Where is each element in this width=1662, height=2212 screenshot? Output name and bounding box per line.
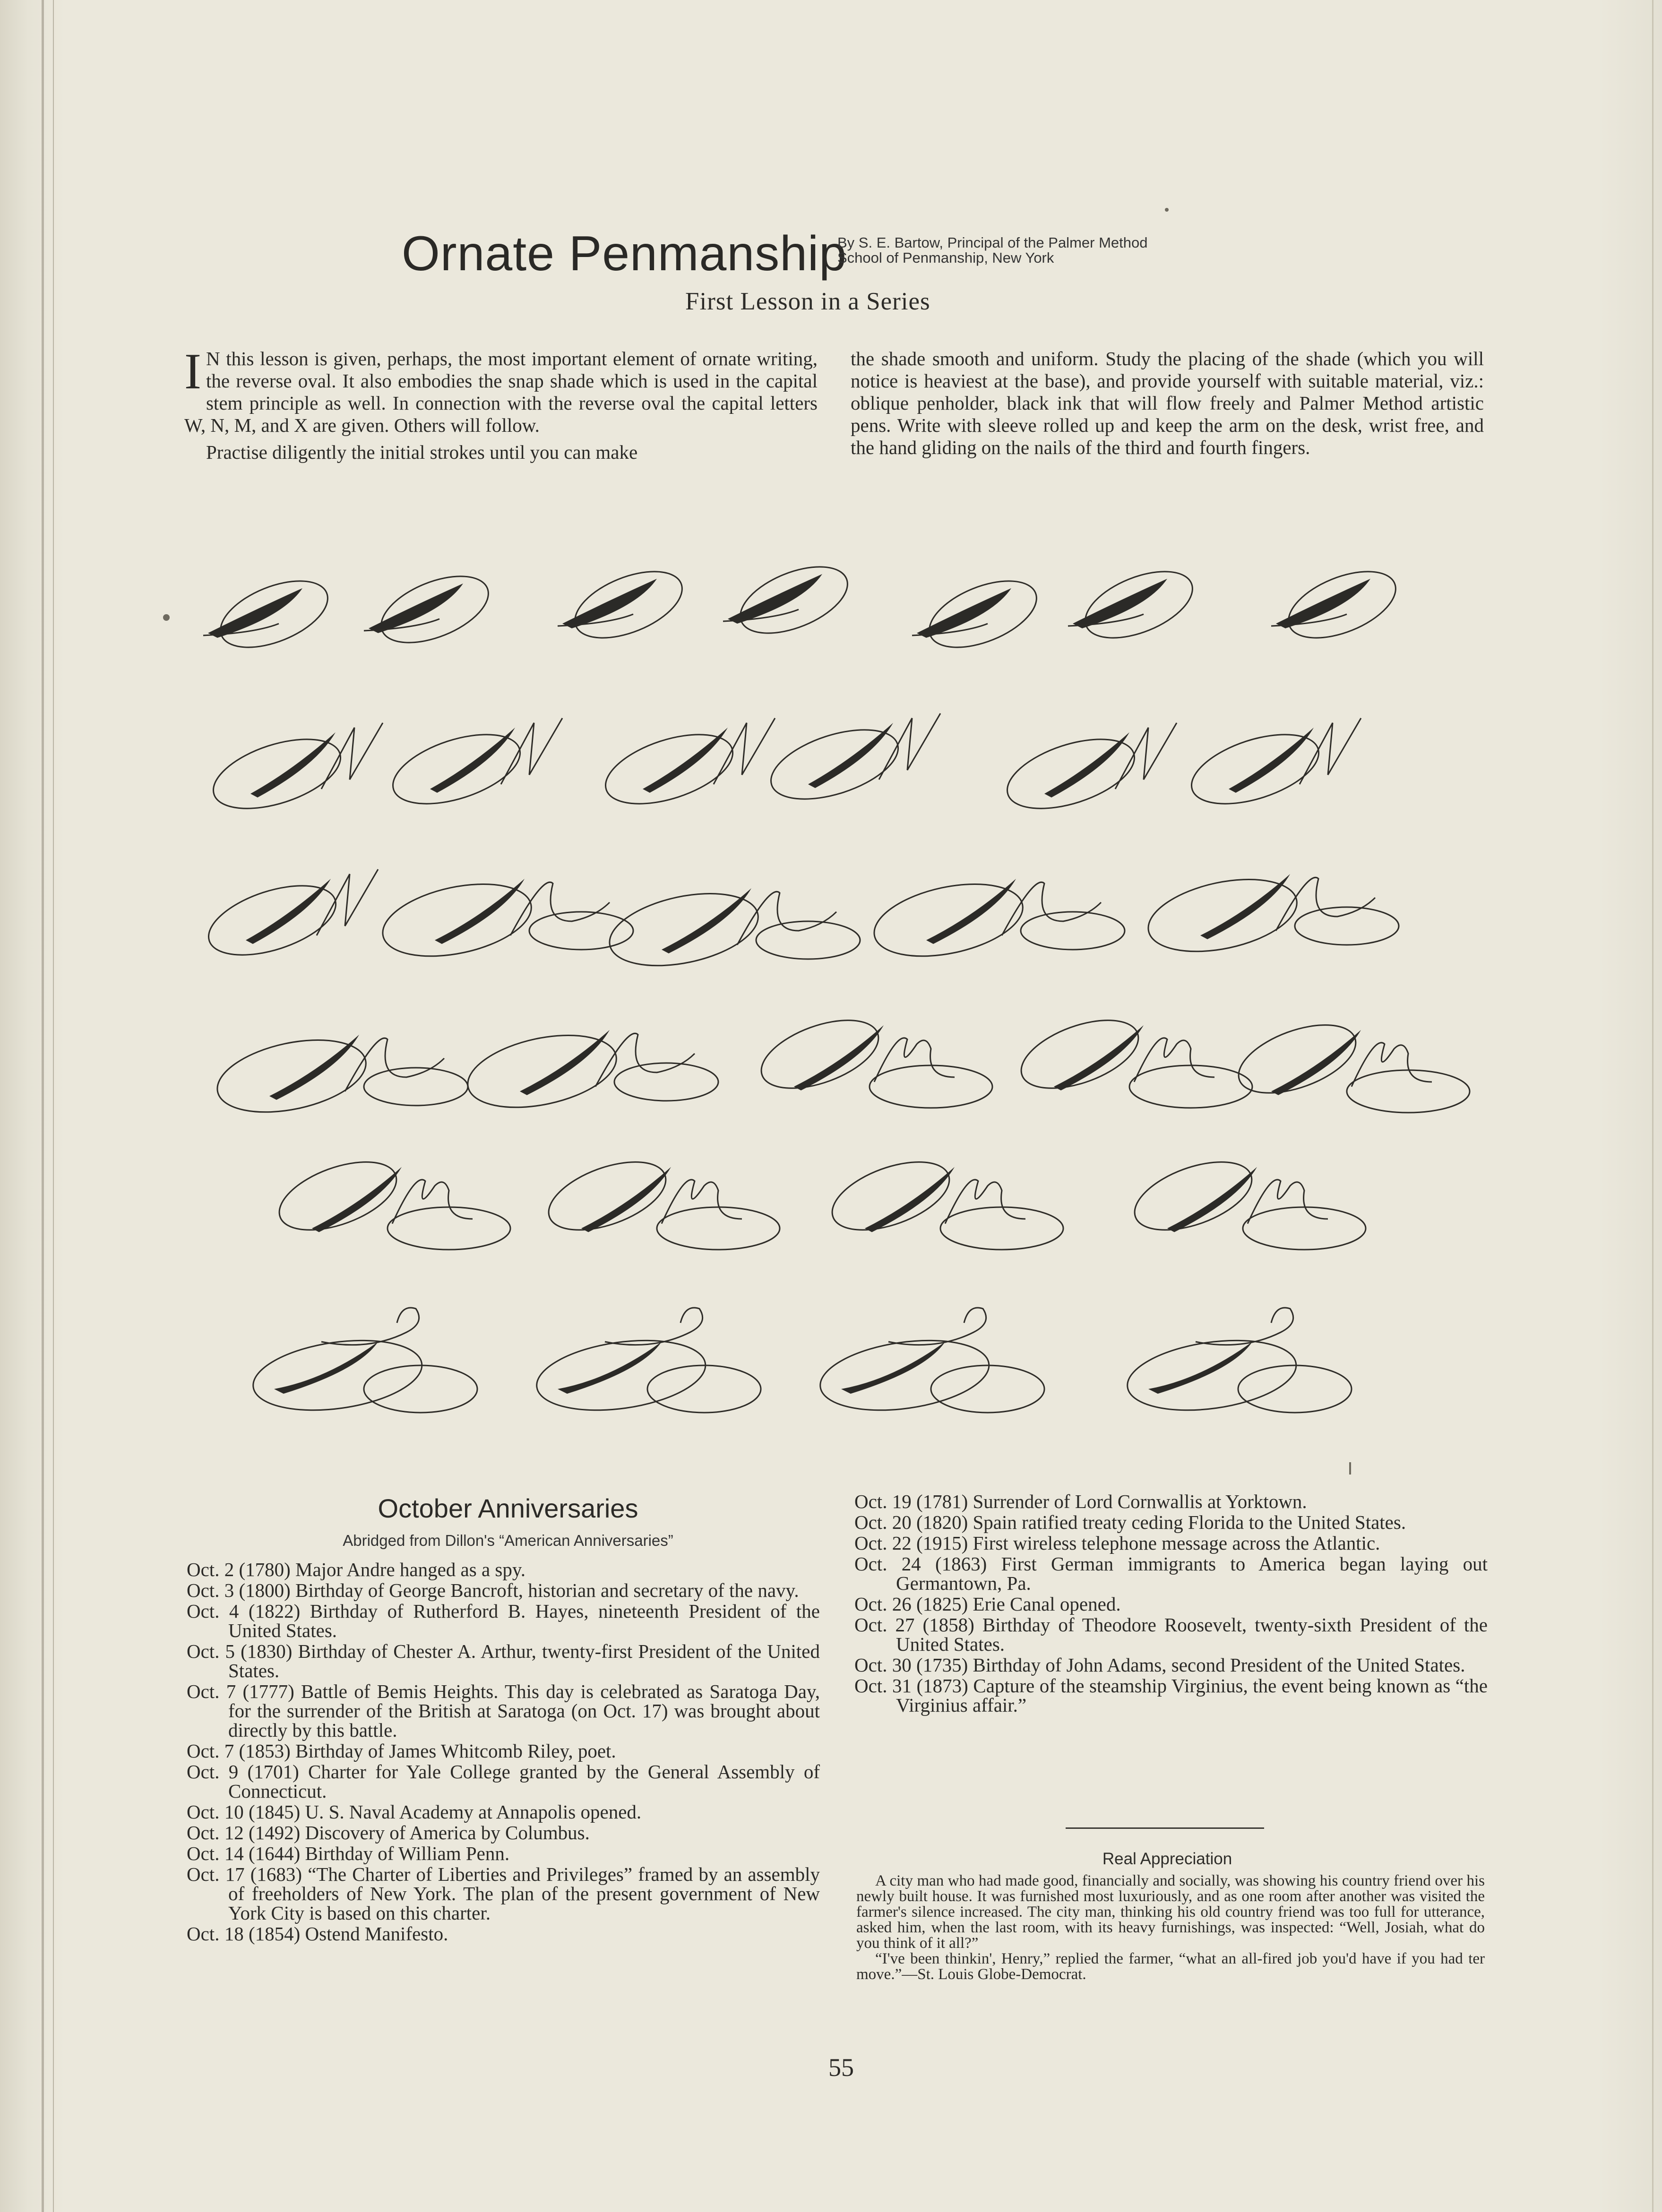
anniversary-entry: Oct. 31 (1873) Capture of the steamship Virginius, the event being known as “the Virginius affair.” <box>854 1675 1488 1716</box>
anniversary-entry: Oct. 20 (1820) Spain ratified treaty ceding Florida to the United States. <box>854 1511 1406 1533</box>
byline-line-2: School of Penmanship, New York <box>837 249 1054 266</box>
section-divider <box>1066 1827 1264 1829</box>
anniversary-entry: Oct. 19 (1781) Surrender of Lord Cornwallis at Yorktown. <box>854 1491 1307 1512</box>
binding-gutter-shadow <box>53 0 54 2212</box>
byline-line-1: By S. E. Bartow, Principal of the Palmer Method <box>837 234 1148 251</box>
row-capital-x <box>249 1308 1352 1420</box>
anniversary-entry: Oct. 9 (1701) Charter for Yale College granted by the General Assembly of Connecticut. <box>187 1761 820 1802</box>
intro-paragraph-3: the shade smooth and uniform. Study the placing of the shade (which you will notice is heaviest at the base), and provide yourself with suitable material, viz.: oblique penholder, black ink that will flow freely and Palmer Method artistic pens. Write with sleeve rolled up and keep the arm on the desk, wrist free, and the hand gliding on the nails of the third and fourth fingers. <box>851 348 1484 458</box>
real-appreciation-body <box>856 1873 1485 1982</box>
row-capital-n <box>200 867 1399 977</box>
intro-paragraph-2: Practise diligently the initial strokes until you can make <box>206 441 638 463</box>
page-edge <box>1652 0 1653 2212</box>
ink-mark <box>1349 1462 1351 1475</box>
anniversaries-title: October Anniversaries <box>378 1493 638 1523</box>
intro-paragraph-1 <box>184 343 818 437</box>
real-appreciation-paragraph-2: “I've been thinkin', Henry,” replied the farmer, “what an all-fired job you'd have if you had ter move.”—St. Louis Globe-Democrat. <box>856 1950 1485 1983</box>
anniversary-entry: Oct. 14 (1644) Birthday of William Penn. <box>187 1843 510 1864</box>
intro-column-right <box>851 348 1484 463</box>
row-capital-m <box>211 1007 1470 1124</box>
intro-paragraph-1-text: N this lesson is given, perhaps, the most important element of ornate writing, the reverse oval. It also embodies the snap shade which is used in the capital stem principle as well. In connection with the reverse oval the capital letters W, N, M, and X are given. Others will follow. <box>184 348 818 436</box>
anniversaries-list-left <box>187 1560 820 1945</box>
article-header <box>402 226 1347 292</box>
anniversary-entry: Oct. 7 (1777) Battle of Bemis Heights. This day is celebrated as Saratoga Day, for the surrender of the British at Saratoga (on Oct. 17) was brought about directly by this battle. <box>187 1680 820 1741</box>
row-capital-m-2 <box>270 1149 1366 1250</box>
article-title: Ornate Penmanship <box>402 226 847 281</box>
anniversary-entry: Oct. 22 (1915) First wireless telephone message across the Atlantic. <box>854 1532 1380 1554</box>
article-subtitle: First Lesson in a Series <box>685 288 930 315</box>
anniversary-entry: Oct. 18 (1854) Ostend Manifesto. <box>187 1923 448 1945</box>
real-appreciation-title: Real Appreciation <box>1102 1850 1232 1868</box>
ink-speck <box>1165 208 1169 212</box>
page-number: 55 <box>828 2053 854 2082</box>
article-byline <box>837 235 1147 266</box>
real-appreciation-paragraph-1: A city man who had made good, financially and socially, was showing his country friend over his newly built house. It was furnished most luxuriously, and as one room after another was visited the farmer's silence increased. The city man, thinking his old country friend was too full for utterance, asked him, when the last room, with its heavy furnishings, was inspected: “Well, Josiah, what do you think of it all?” <box>856 1872 1485 1952</box>
row-capital-w <box>205 713 1361 822</box>
anniversary-entry: Oct. 7 (1853) Birthday of James Whitcomb Riley, poet. <box>187 1740 616 1762</box>
anniversary-entry: Oct. 30 (1735) Birthday of John Adams, second President of the United States. <box>854 1654 1465 1676</box>
anniversary-entry: Oct. 24 (1863) First German immigrants to America began laying out Germantown, Pa. <box>854 1553 1488 1594</box>
anniversary-entry: Oct. 26 (1825) Erie Canal opened. <box>854 1593 1121 1615</box>
anniversary-entry: Oct. 2 (1780) Major Andre hanged as a spy. <box>187 1559 525 1580</box>
anniversaries-subtitle: Abridged from Dillon's “American Anniversaries” <box>343 1532 673 1549</box>
anniversaries-list-right <box>854 1492 1488 1716</box>
anniversary-entry: Oct. 12 (1492) Discovery of America by Columbus. <box>187 1822 590 1843</box>
anniversary-entry: Oct. 17 (1683) “The Charter of Liberties and Privileges” framed by an assembly of freeholders of New York. The plan of the present government of New York City is based on this charter. <box>187 1863 820 1924</box>
anniversary-entry: Oct. 5 (1830) Birthday of Chester A. Arthur, twenty-first President of the United States. <box>187 1640 820 1681</box>
anniversary-entry: Oct. 27 (1858) Birthday of Theodore Roosevelt, twenty-sixth President of the United States. <box>854 1614 1488 1655</box>
binding-gutter <box>42 0 44 2212</box>
drop-cap: I <box>184 343 201 400</box>
intro-column-left <box>184 343 818 468</box>
ink-speck <box>163 614 170 621</box>
anniversary-entry: Oct. 4 (1822) Birthday of Rutherford B. Hayes, nineteenth President of the United States. <box>187 1600 820 1641</box>
anniversary-entry: Oct. 3 (1800) Birthday of George Bancroft, historian and secretary of the navy. <box>187 1579 799 1601</box>
anniversary-entry: Oct. 10 (1845) U. S. Naval Academy at Annapolis opened. <box>187 1801 642 1823</box>
penmanship-specimen-plate <box>198 539 1474 1465</box>
row-reverse-ovals <box>203 553 1405 660</box>
